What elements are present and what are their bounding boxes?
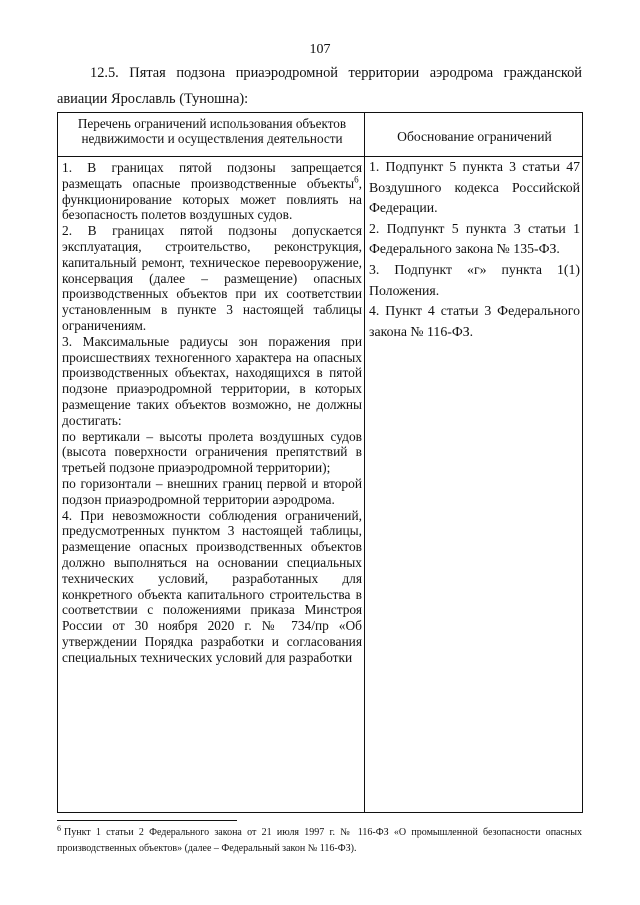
page-number: 107 xyxy=(309,42,331,57)
restriction-paragraph-1 xyxy=(62,160,362,223)
header-restrictions-list: Перечень ограничений использования объектов недвижимости и осуществления деятельности xyxy=(58,113,365,157)
restrictions-cell xyxy=(58,157,365,813)
restrictions-table xyxy=(57,112,583,813)
restriction-paragraph-4: 4. При невозможности соблюдения ограничений, предусмотренных пунктом 3 настоящей таблицы, размещение опасных производственных объектов должно выполняться на основании специальных технических условий, разработанных для конкретного объекта капитального строительства в соответствии с положениями приказа Минстроя России от 30 ноября 2020 г. № 734/пр «Об утверждении Порядка разработки и согласования специальных технических условий для разработки xyxy=(62,507,362,665)
restriction-1-text-continued: , функционирование которых может повлиять на безопасность полетов воздушных судов. xyxy=(62,175,362,223)
table-header-row xyxy=(58,113,583,157)
section-heading: 12.5. Пятая подзона приаэродромной территории аэродрома гражданской авиации Ярославль (Туношна): xyxy=(57,65,582,107)
restriction-paragraph-3-vertical: по вертикали – высоты пролета воздушных судов (высота поверхности ограничения препятствий в третьей подзоне приаэродромной территории); xyxy=(62,428,362,476)
justification-item-3: 3. Подпункт «г» пункта 1(1) Положения. xyxy=(369,261,580,298)
footnote-mark: 6 xyxy=(57,823,61,833)
restriction-paragraph-2: 2. В границах пятой подзоны допускается эксплуатация, строительство, реконструкция, капитальный ремонт, техническое перевооружение, консервация (далее – размещение) опасных производственных объектов при их соответствии установленным в пункте 3 настоящей таблицы ограничениям. xyxy=(62,223,362,333)
restriction-1-text: 1. В границах пятой подзоны запрещается размещать опасные производственные объекты xyxy=(62,160,362,191)
header-justification: Обоснование ограничений xyxy=(365,113,583,157)
justification-item-1: 1. Подпункт 5 пункта 3 статьи 47 Воздушного кодекса Российской Федерации. xyxy=(369,159,580,216)
restriction-paragraph-3-horizontal: по горизонтали – внешних границ первой и второй подзон приаэродромной территории аэродрома. xyxy=(62,475,362,507)
justification-cell xyxy=(365,157,583,813)
table-row xyxy=(58,157,583,813)
footnote-reference: 6 xyxy=(354,174,359,185)
restriction-paragraph-3: 3. Максимальные радиусы зон поражения при происшествиях техногенного характера на опасных производственных объектах, находящихся в пятой подзоне приаэродромной территории, в которых размещение таких объектов возможно, не должны достигать: xyxy=(62,333,362,428)
footnote-divider xyxy=(57,820,237,821)
justification-item-4: 4. Пункт 4 статьи 3 Федерального закона № 116-ФЗ. xyxy=(369,303,580,339)
footnote-text: Пункт 1 статьи 2 Федерального закона от 21 июля 1997 г. № 116-ФЗ «О промышленной безопасности опасных производственных объектов» (далее – Федеральный закон № 116-ФЗ). xyxy=(57,827,582,854)
footnote xyxy=(57,825,582,857)
justification-item-2: 2. Подпункт 5 пункта 3 статьи 1 Федерального закона № 135-ФЗ. xyxy=(369,220,580,257)
